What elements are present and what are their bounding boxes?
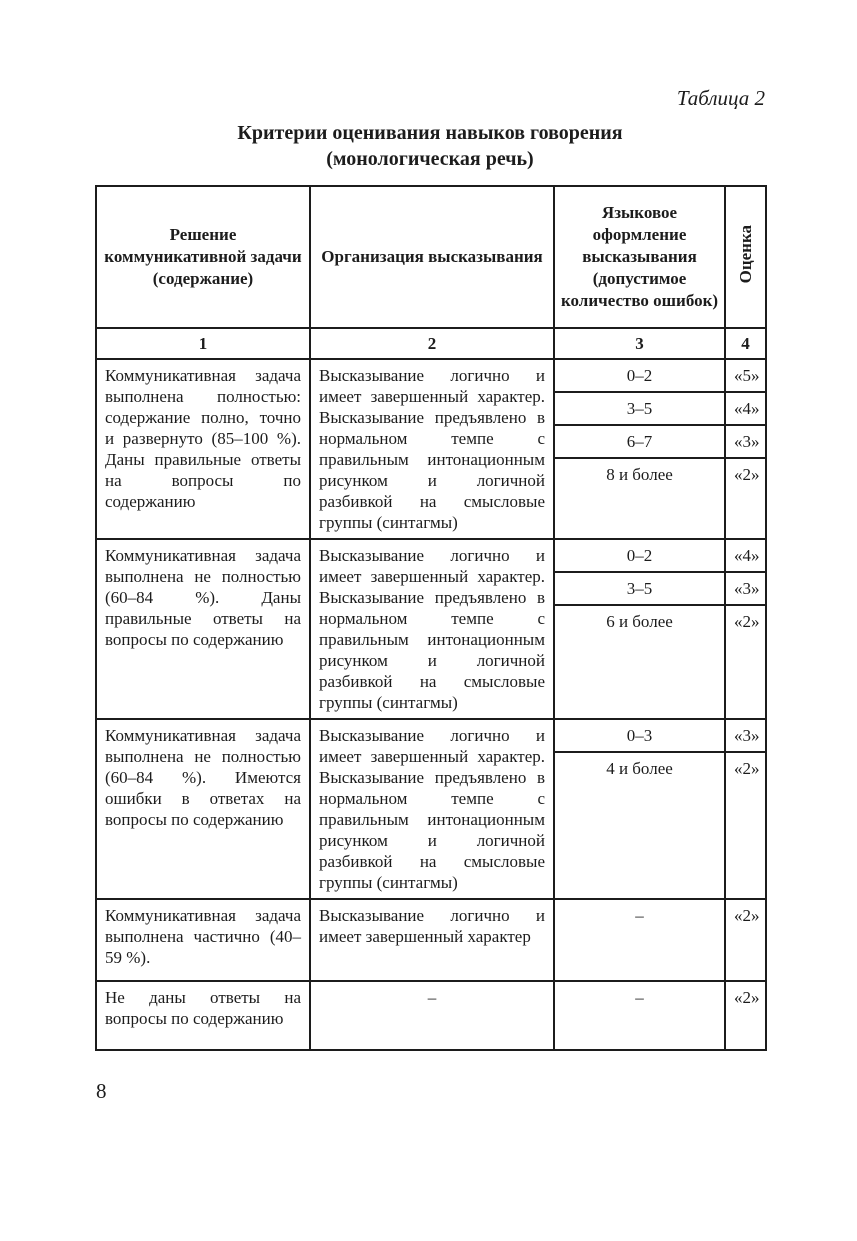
task-cell: Не даны ответы на вопросы по содержанию xyxy=(96,981,310,1050)
errors-cell: 6–7 xyxy=(554,425,725,458)
errors-cell: 3–5 xyxy=(554,572,725,605)
organization-cell: Высказывание логично и имеет завершенный характер xyxy=(310,899,554,981)
errors-cell: 4 и более xyxy=(554,752,725,899)
task-cell: Коммуникативная задача выполнена частично (40–59 %). xyxy=(96,899,310,981)
errors-cell: – xyxy=(554,899,725,981)
grade-cell: «2» xyxy=(725,605,766,719)
table-caption: Таблица 2 xyxy=(676,86,765,110)
column-number-3: 3 xyxy=(554,328,725,359)
task-cell: Коммуникативная задача выполнена полностью: содержание полно, точно и развернуто (85–100 %). Даны правильные ответы на вопросы по содержанию xyxy=(96,359,310,539)
grade-cell: «3» xyxy=(725,425,766,458)
header-language-errors: Языковое оформление высказывания (допустимое количество ошибок) xyxy=(554,186,725,328)
table-header-row xyxy=(96,186,766,328)
page-title xyxy=(95,120,765,172)
page-title-line1: Критерии оценивания навыков говорения xyxy=(237,122,623,144)
table-row xyxy=(96,539,766,572)
header-task: Решение коммуникативной задачи (содержание) xyxy=(96,186,310,328)
header-organization: Организация высказывания xyxy=(310,186,554,328)
errors-cell: 8 и более xyxy=(554,458,725,539)
page-title-line2: (монологическая речь) xyxy=(326,148,534,170)
table-row xyxy=(96,359,766,392)
organization-cell: – xyxy=(310,981,554,1050)
column-number-2: 2 xyxy=(310,328,554,359)
errors-cell: 6 и более xyxy=(554,605,725,719)
header-grade xyxy=(725,186,766,328)
criteria-table xyxy=(95,185,767,1051)
errors-cell: 0–2 xyxy=(554,539,725,572)
table-row xyxy=(96,899,766,981)
header-grade-label: Оценка xyxy=(735,224,755,284)
page-content xyxy=(95,0,765,1104)
errors-cell: 0–2 xyxy=(554,359,725,392)
column-number-4: 4 xyxy=(725,328,766,359)
organization-cell: Высказывание логично и имеет завершенный характер. Высказывание предъявлено в нормальном темпе с правильным интонационным рисунком и логичной разбивкой на смысловые группы (синтагмы) xyxy=(310,359,554,539)
errors-cell: 3–5 xyxy=(554,392,725,425)
table-row xyxy=(96,719,766,752)
column-number-1: 1 xyxy=(96,328,310,359)
page-number: 8 xyxy=(96,1079,107,1103)
organization-cell: Высказывание логично и имеет завершенный характер. Высказывание предъявлено в нормальном темпе с правильным интонационным рисунком и логичной разбивкой на смысловые группы (синтагмы) xyxy=(310,539,554,719)
organization-cell: Высказывание логично и имеет завершенный характер. Высказывание предъявлено в нормальном темпе с правильным интонационным рисунком и логичной разбивкой на смысловые группы (синтагмы) xyxy=(310,719,554,899)
task-cell: Коммуникативная задача выполнена не полностью (60–84 %). Имеются ошибки в ответах на вопросы по содержанию xyxy=(96,719,310,899)
grade-cell: «2» xyxy=(725,981,766,1050)
grade-cell: «5» xyxy=(725,359,766,392)
grade-cell: «2» xyxy=(725,752,766,899)
grade-cell: «3» xyxy=(725,719,766,752)
grade-cell: «2» xyxy=(725,899,766,981)
errors-cell: – xyxy=(554,981,725,1050)
grade-cell: «4» xyxy=(725,539,766,572)
errors-cell: 0–3 xyxy=(554,719,725,752)
grade-cell: «3» xyxy=(725,572,766,605)
table-row xyxy=(96,981,766,1050)
grade-cell: «4» xyxy=(725,392,766,425)
column-number-row xyxy=(96,328,766,359)
grade-cell: «2» xyxy=(725,458,766,539)
task-cell: Коммуникативная задача выполнена не полностью (60–84 %). Даны правильные ответы на вопросы по содержанию xyxy=(96,539,310,719)
